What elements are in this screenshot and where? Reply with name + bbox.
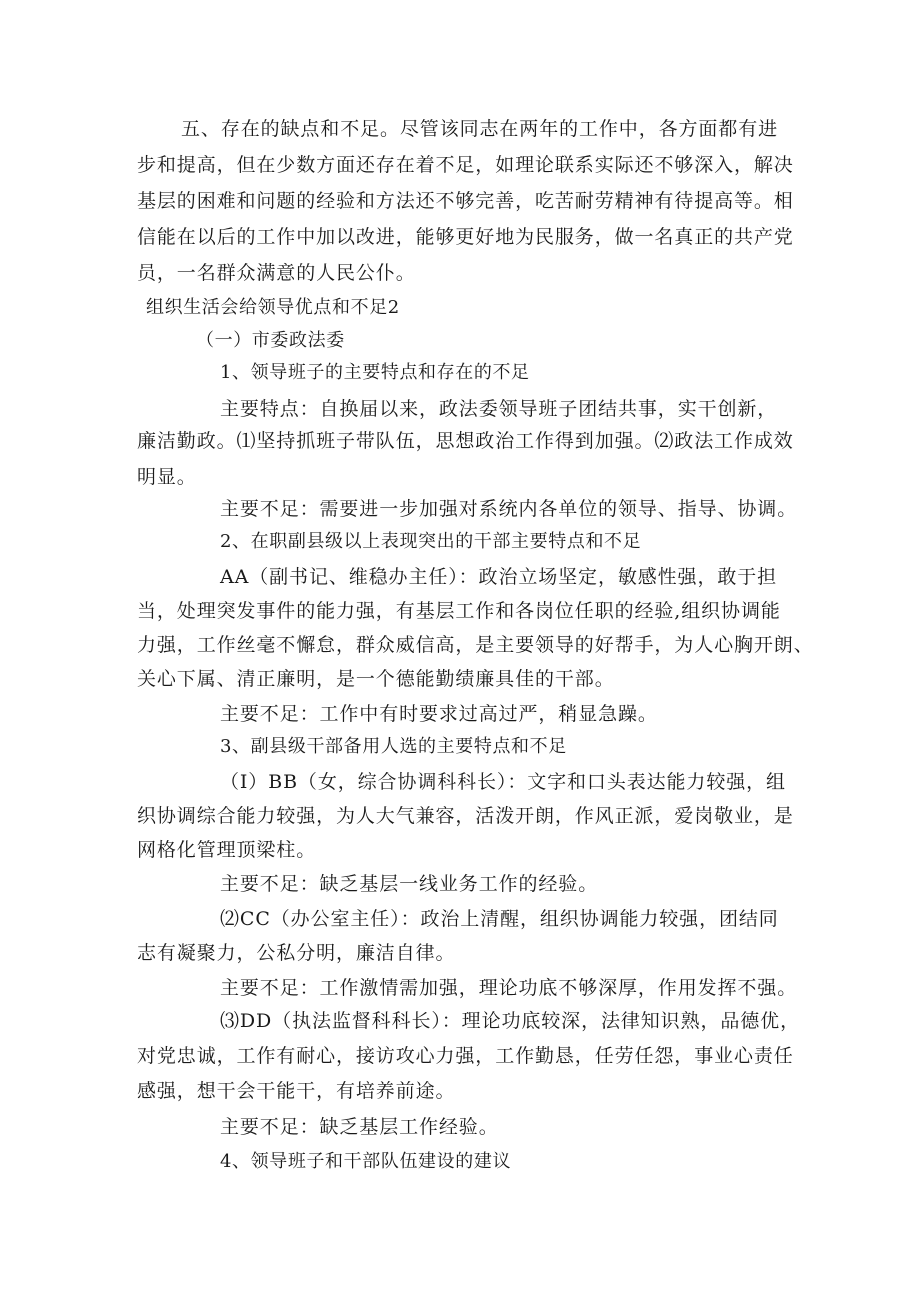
section5-line-4: 信能在以后的工作中加以改进，能够更好地为民服务，做一名真正的共产党 [137,226,794,248]
section5-line-5: 员，一名群众满意的人民公仆。 [137,262,416,284]
item2-aa-line-2: 当，处理突发事件的能力强，有基层工作和各岗位任职的经验,组织协调能 [137,600,781,622]
item1-features-line-2: 廉洁勤政。⑴坚持抓班子带队伍，思想政治工作得到加强。⑵政法工作成效 [137,430,794,452]
item1-heading: 1、领导班子的主要特点和存在的不足 [220,362,530,383]
document-title-2: 组织生活会给领导优点和不足2 [146,297,400,318]
item2-heading: 2、在职副县级以上表现突出的干部主要特点和不足 [220,531,642,552]
item3-heading: 3、副县级干部备用人选的主要特点和不足 [220,736,567,757]
item2-aa-line-3: 力强，工作丝毫不懈怠，群众威信高，是主要领导的好帮手，为人心胸开朗、 [137,634,814,656]
item2-aa-line-4: 关心下属、清正廉明，是一个德能勤绩廉具佳的干部。 [137,668,615,690]
item1-shortcomings: 主要不足：需要进一步加强对系统内各单位的领导、指导、协调。 [220,498,798,520]
item3-dd-line-2: 对党忠诚，工作有耐心，接访攻心力强，工作勤恳，任劳任怨，事业心责任 [137,1045,794,1067]
section5-line-3: 基层的困难和问题的经验和方法还不够完善，吃苦耐劳精神有待提高等。相 [137,190,794,212]
item3-dd-line-3: 感强，想干会干能干，有培养前途。 [137,1080,456,1102]
item3-dd-line-1: ⑶DD（执法监督科科长）：理论功底较深，法律知识熟，品德优， [220,1010,800,1032]
item2-aa-line-1: AA（副书记、维稳办主任）：政治立场坚定，敏感性强，敢于担 [220,566,778,588]
item3-cc-line-1: ⑵CC（办公室主任）：政治上清醒，组织协调能力较强，团结同 [220,908,779,930]
item3-bb-line-3: 网格化管理顶梁柱。 [137,839,317,861]
item3-cc-line-2: 志有凝聚力，公私分明，廉洁自律。 [137,942,456,964]
item1-features-line-3: 明显。 [137,466,197,488]
item3-bb-line-2: 织协调综合能力较强，为人大气兼容，活泼开朗，作风正派，爱岗敬业，是 [137,805,794,827]
item1-features-line-1: 主要特点：自换届以来，政法委领导班子团结共事，实干创新， [220,398,778,420]
subsection-heading: （一）市委政法委 [196,330,345,351]
item2-aa-shortcomings: 主要不足：工作中有时要求过高过严，稍显急躁。 [220,703,658,725]
item3-dd-shortcomings: 主要不足：缺乏基层工作经验。 [220,1116,499,1138]
item3-cc-shortcomings: 主要不足：工作激情需加强，理论功底不够深厚，作用发挥不强。 [220,977,798,999]
item3-bb-line-1: （I）BB（女，综合协调科科长）：文字和口头表达能力较强，组 [220,771,786,793]
item3-bb-shortcomings: 主要不足：缺乏基层一线业务工作的经验。 [220,873,599,895]
section5-line-2: 步和提高，但在少数方面还存在着不足，如理论联系实际还不够深入，解决 [137,154,794,176]
section5-line-1: 五、存在的缺点和不足。尽管该同志在两年的工作中，各方面都有进 [181,118,779,140]
item4-heading: 4、领导班子和干部队伍建设的建议 [220,1151,512,1172]
